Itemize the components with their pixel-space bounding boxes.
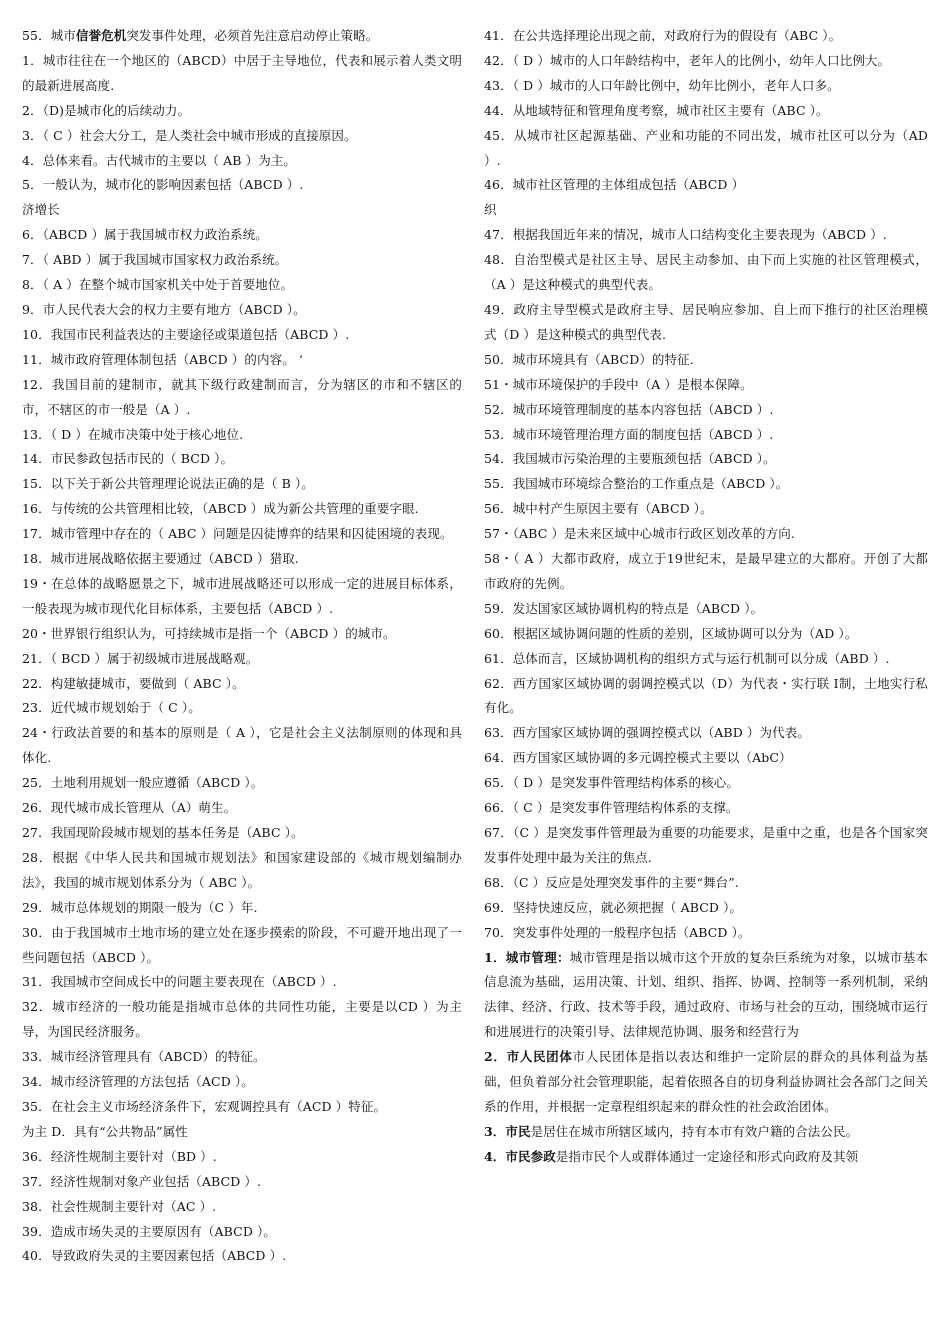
question-item: 5．一般认为，城市化的影响因素包括（ABCD ）.	[22, 177, 304, 193]
question-item: 19・在总体的战略愿景之下，城市进展战略还可以形成一定的进展目标体系，一般表现为城市现代化目标体系，主要包括（ABCD ）.	[22, 575, 462, 616]
question-item: 18．城市进展战略依据主要通过（ABCD ）猎取.	[22, 551, 299, 567]
question-item: 20・世界银行组织认为，可持续城市是指一个（ABCD ）的城市。	[22, 625, 396, 641]
left-column	[22, 24, 462, 1344]
question-item: 56．城中村产生原因主要有（ABCD ）。	[484, 501, 713, 517]
question-item: 9．市人民代表大会的权力主要有地方（ABCD ）。	[22, 301, 306, 317]
question-item: 24・行政法首要的和基本的原则是（ A ），它是社会主义法制原则的体现和具体化.	[22, 725, 462, 766]
question-item: 为主 D．具有“公共物品”属性	[22, 1123, 188, 1139]
question-item: 织	[484, 202, 497, 218]
question-item: 4．总体来看。古代城市的主要以（ AB ）为主。	[22, 152, 297, 168]
question-item: 4．市民参政是指市民个人或群体通过一定途径和形式向政府及其领	[484, 1148, 859, 1164]
question-item: 55．我国城市环境综合整治的工作重点是（ABCD ）。	[484, 476, 789, 492]
question-item: 59．发达国家区域协调机构的特点是（ABCD ）。	[484, 600, 764, 616]
question-item: 47．根据我国近年来的情况，城市人口结构变化主要表现为（ABCD ）.	[484, 227, 887, 243]
question-item: 37．经济性规制对象产业包括（ABCD ）.	[22, 1173, 262, 1189]
question-item: 1．城市往往在一个地区的（ABCD）中居于主导地位，代表和展示着人类文明的最新进展高度.	[22, 52, 462, 93]
question-item: 61．总体而言，区域协调机构的组织方式与运行机制可以分成（ABD ）.	[484, 650, 890, 666]
question-item: 25．土地利用规划一般应遵循（ABCD ）。	[22, 775, 264, 791]
question-item: 49．政府主导型模式是政府主导、居民响应参加、自上而下推行的社区治理模式（D ）是这种模式的典型代表.	[484, 301, 928, 342]
question-item: 30．由于我国城市土地市场的建立处在逐步摸索的阶段，不可避开地出现了一些问题包括（ABCD ）。	[22, 924, 462, 965]
question-item: 22．构建敏捷城市，要做到（ ABC ）。	[22, 675, 245, 691]
question-item: 11．城市政府管理体制包括（ABCD ）的内容。 ‘	[22, 351, 303, 367]
question-item: 67．（C ）是突发事件管理最为重要的功能要求，是重中之重，也是各个国家突发事件处理中最为关注的焦点.	[484, 825, 928, 865]
question-item: 62．西方国家区域协调的弱调控模式以（D）为代表・实行联 I制，土地实行私有化。	[484, 675, 928, 716]
question-item: 23．近代城市规划始于（ C ）。	[22, 700, 201, 716]
question-item: 54．我国城市污染治理的主要瓶颈包括（ABCD ）。	[484, 451, 776, 467]
question-item: 68．（C ）反应是处理突发事件的主要“舞台”.	[484, 874, 739, 890]
question-item: 17．城市管理中存在的（ ABC ）问题是囚徒博弈的结果和囚徒困境的表现。	[22, 526, 453, 542]
question-item: 42．（ D ）城市的人口年龄结构中，老年人的比例小，幼年人口比例大。	[484, 52, 891, 68]
question-item: 65．（ D ）是突发事件管理结构体系的核心。	[484, 775, 739, 791]
question-item: 63．西方国家区域协调的强调控模式以（ABD ）为代表。	[484, 725, 810, 741]
question-item: 28．根据《中华人民共和国城市规划法》和国家建设部的《城市规划编制办法》，我国的城市规划体系分为（ ABC ）。	[22, 849, 462, 890]
question-item: 33．城市经济管理具有（ABCD）的特征。	[22, 1049, 266, 1065]
question-item: 1．城市管理：城市管理是指以城市这个开放的复杂巨系统为对象，以城市基本信息流为基础，运用决策、计划、组织、指挥、协调、控制等一系列机制，采纳法律、经济、行政、技术等手段，通过政府、市场与社会的互动，围绕城市运行和进展进行的决策引导、法律规范协调、服务和经营行为	[484, 949, 928, 1040]
question-item: 69．坚持快速反应，就必须把握（ ABCD ）。	[484, 899, 743, 915]
question-item: 43．（ D ）城市的人口年龄比例中，幼年比例小，老年人口多。	[484, 77, 840, 93]
question-item: 34．城市经济管理的方法包括（ACD ）。	[22, 1074, 254, 1090]
question-item: 58・（ A ）大都市政府，成立于19世纪末，是最早建立的大都府。开创了大都市政府的先例。	[484, 551, 928, 591]
question-item: 46．城市社区管理的主体组成包括（ABCD ）	[484, 177, 745, 193]
question-item: 41．在公共选择理论出现之前，对政府行为的假设有（ABC ）。	[484, 28, 842, 43]
question-item: 45．从城市社区起源基础、产业和功能的不同出发，城市社区可以分为（AD ）.	[484, 127, 928, 168]
right-column	[484, 24, 928, 1344]
question-item: 53．城市环境管理治理方面的制度包括（ABCD ）.	[484, 426, 774, 442]
question-item: 21．（ BCD ）属于初级城市进展战略观。	[22, 650, 259, 666]
question-item: 济增长	[22, 202, 60, 218]
question-item: 14．市民参政包括市民的（ BCD ）。	[22, 451, 234, 467]
question-item: 6．（ABCD ）属于我国城市权力政治系统。	[22, 227, 268, 243]
question-item: 8．（ A ）在整个城市国家机关中处于首要地位。	[22, 277, 294, 293]
question-item: 55．城市信誉危机突发事件处理，必须首先注意启动停止策略。	[22, 28, 379, 43]
question-item: 3．市民是居住在城市所辖区域内，持有本市有效户籍的合法公民。	[484, 1123, 859, 1139]
question-item: 60．根据区域协调问题的性质的差别，区域协调可以分为（AD ）。	[484, 625, 858, 641]
question-item: 26．现代城市成长管理从（A）萌生。	[22, 800, 237, 816]
question-item: 13．（ D ）在城市决策中处于核心地位.	[22, 426, 244, 442]
question-item: 57・（ABC ）是未来区域中心城市行政区划改革的方向.	[484, 526, 795, 542]
question-item: 15．以下关于新公共管理理论说法正确的是（ B ）。	[22, 476, 314, 492]
question-item: 40．导致政府失灵的主要因素包括（ABCD ）.	[22, 1248, 287, 1264]
question-item: 2．（D)是城市化的后续动力。	[22, 102, 191, 118]
question-item: 3．（ C ）社会大分工，是人类社会中城市形成的直接原因。	[22, 127, 357, 143]
question-item: 44．从地域特征和管理角度考察，城市社区主要有（ABC ）。	[484, 102, 829, 118]
question-item: 48．自治型模式是社区主导、居民主动参加、由下而上实施的社区管理模式，（A ）是这种模式的典型代表。	[484, 252, 928, 293]
question-item: 2．市人民团体市人民团体是指以表达和维护一定阶层的群众的具体利益为基础，但负着部分社会管理职能，起着依照各自的切身利益协调社会各部门之间关系的作用，并根据一定章程组织起来的群众性的社会政治团体。	[484, 1049, 928, 1114]
question-item: 52．城市环境管理制度的基本内容包括（ABCD ）.	[484, 401, 774, 417]
question-item: 39．造成市场失灵的主要原因有（ABCD ）。	[22, 1223, 276, 1239]
question-item: 7．（ ABD ）属于我国城市国家权力政治系统。	[22, 252, 288, 268]
question-item: 32．城市经济的一般功能是指城市总体的共同性功能，主要是以CD ）为主导，为国民经济服务。	[22, 999, 462, 1040]
question-item: 66．（ C ）是突发事件管理结构体系的支撑。	[484, 800, 739, 816]
question-item: 16．与传统的公共管理相比较，（ABCD ）成为新公共管理的重要字眼.	[22, 501, 419, 517]
question-item: 27．我国现阶段城市规划的基本任务是（ABC ）。	[22, 825, 304, 840]
question-item: 50．城市环境具有（ABCD）的特征.	[484, 351, 694, 367]
question-item: 31．我国城市空间成长中的问题主要表现在（ABCD ）.	[22, 974, 337, 990]
question-item: 35．在社会主义市场经济条件下，宏观调控具有（ACD ）特征。	[22, 1098, 387, 1114]
question-item: 36．经济性规制主要针对（BD ）.	[22, 1148, 217, 1164]
question-item: 10．我国市民利益表达的主要途径或渠道包括（ABCD ）.	[22, 326, 350, 342]
question-item: 38．社会性规制主要针对（AC ）.	[22, 1198, 217, 1214]
question-item: 29．城市总体规划的期限一般为（C ）年.	[22, 899, 258, 915]
question-item: 70．突发事件处理的一般程序包括（ABCD ）。	[484, 924, 751, 940]
question-item: 64．西方国家区域协调的多元调控模式主要以（AbC）	[484, 750, 792, 766]
question-item: 51・城市环境保护的手段中（A ）是根本保障。	[484, 376, 753, 392]
question-item: 12．我国目前的建制市，就其下级行政建制而言，分为辖区的市和不辖区的市，不辖区的市一般是（A ）.	[22, 376, 462, 417]
